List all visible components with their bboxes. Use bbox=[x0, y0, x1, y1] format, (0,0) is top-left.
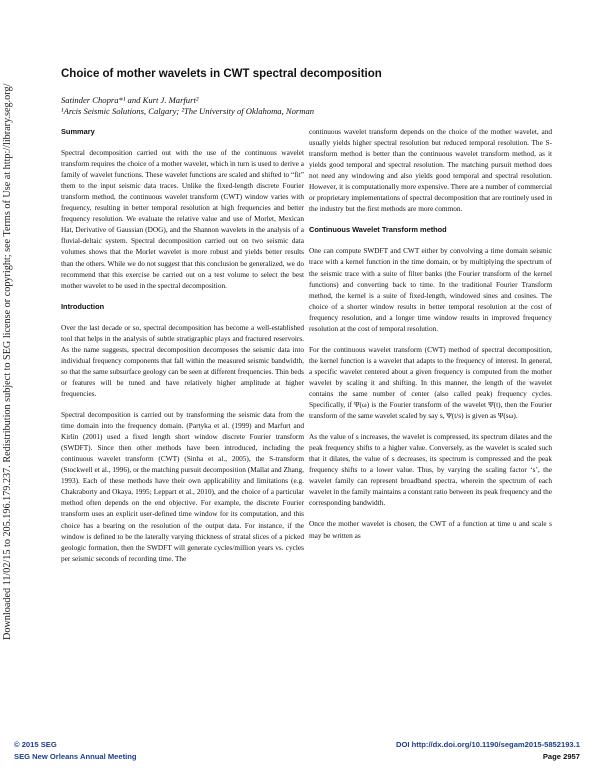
cwt-paragraph-1: One can compute SWDFT and CWT either by convolving a time domain seismic trace with a kernel function in the time domain, or by multiplying the spectrum of the seismic trace with a suite of filter banks (the Fourier transform of the kernel functions) and converting back to time. In the traditional Fourier Transform method, the kernel is a suite of fixed-length, windowed sines and cosines. The choice of a shorter window results in better temporal resolution at the cost of frequency resolution, and a longer time window results in improved frequency resolution at the cost of temporal resolution. bbox=[309, 246, 552, 333]
intro-paragraph-2: Spectral decomposition is carried out by transforming the seismic data from the time domain into the frequency domain. (Partyka et al. (1999) and Marfurt and Kirlin (2001) used a fixed length short window discrete Fourier transform (SWDFT). Since then other methods have been introduced, including the continuous wavelet transform (CWT) (Sinha et al., 2005), the S-transform (Stockwell et al., 1996), or the matching pursuit decomposition (Mallat and Zhang, 1993). Each of these methods have their own applicability and limitations (e.g. Chakraborty and Okaya, 1995; Leppart et al., 2010), and the choice of a particular method often depends on the end objective. For example, the discrete Fourier transform uses an explicit user-defined time window for its computation, and this choice has a bearing on the resolution of the output data. For instance, if the window is defined to be the laterally varying thickness of stratal slices of a picked geologic formation, then the SWDFT will generate cycles/million years vs. cycles per seismic seconds of recording time. The bbox=[61, 410, 304, 563]
footer-meeting: SEG New Orleans Annual Meeting bbox=[14, 752, 137, 761]
cwt-paragraph-2: For the continuous wavelet transform (CWT) method of spectral decomposition, the kernel function is a wavelet that adapts to the frequency of interest. In general, a specific wavelet centered about a given frequency is computed from the mother wavelet by scaling it and shifting. In this manner, the length of the wavelet contains the same number of center (also called peak) frequency cycles. Specifically, if Ψ(ω) is the Fourier transform of the wavelet Ψ(t), then the Fourier transform of the same wavelet scaled by say s, Ψ(t/s) is given as Ψ(sω). bbox=[309, 344, 552, 421]
author-block bbox=[61, 95, 314, 117]
summary-heading: Summary bbox=[61, 127, 95, 136]
right-column bbox=[309, 126, 552, 551]
author-names: Satinder Chopra*¹ and Kurt J. Marfurt² bbox=[61, 95, 199, 105]
footer-page: Page 2957 bbox=[542, 752, 580, 761]
footer-doi[interactable]: DOI http://dx.doi.org/10.1190/segam2015-5852193.1 bbox=[395, 740, 580, 749]
left-column bbox=[61, 126, 304, 574]
intro-paragraph-1: Over the last decade or so, spectral decomposition has become a well-established tool that helps in the analysis of subtle stratigraphic plays and fractured reservoirs. As the name suggests, spectral decomposition decomposes the seismic data into individual frequency components that fall within the measured seismic bandwidth, so that the same subsurface geology can be seen at different frequencies. Thin beds or features will be tuned and have relatively higher amplitude at higher frequencies. bbox=[61, 322, 304, 398]
summary-paragraph: Spectral decomposition carried out with the use of the continuous wavelet transform requires the choice of a mother wavelet, which in turn is used to derive a family of wavelet functions. These wavelet functions are scaled and shifted to “fit” them to the input seismic data traces. Unlike the fixed-length discrete Fourier transform method, the continuous wavelet transform (CWT) window varies with frequency, resulting in better temporal resolution at high frequencies and better frequency resolution. We evaluate the relative value and use of Morlet, Mexican Hat, Derivative of Gaussian (DOG), and the Shannon wavelets in the analysis of a fluvial-deltaic system. Spectral decomposition carried out on two seismic data volumes shows that the Morlet wavelet is more robust and yields better results than the others. While we do not suggest that this conclusion be generalized, we do recommend that this exercise be carried out on a test volume to select the best mother wavelet to be used in the spectral decomposition. bbox=[61, 148, 304, 290]
right-paragraph-1: continuous wavelet transform depends on the choice of the mother wavelet, and usually yields higher spectral resolution but reduced temporal resolution. The S-transform method is better than the continuous wavelet transform method, as it yields good temporal and spectral resolution. The matching pursuit method does not need any windowing and also yields good temporal and spectral resolution. However, it is computationally more expensive. There are a number of commercial or proprietary implementations of spectral decomposition that are routinely used in the industry but the first methods are more common. bbox=[309, 127, 552, 214]
introduction-heading: Introduction bbox=[61, 301, 105, 311]
footer-copyright: © 2015 SEG bbox=[14, 740, 57, 749]
paper-title: Choice of mother wavelets in CWT spectral decomposition bbox=[61, 68, 382, 80]
author-affiliations: ¹Arcis Seismic Solutions, Calgary; ²The University of Oklahoma, Norman bbox=[61, 106, 315, 116]
cwt-heading: Continuous Wavelet Transform method bbox=[309, 225, 447, 235]
download-notice: Downloaded 11/02/15 to 205.196.179.237. Redistribution subject to SEG license or copyright; see Terms of Use at http://library.seg.org/ bbox=[2, 83, 13, 640]
page-footer bbox=[14, 739, 580, 763]
cwt-paragraph-4: Once the mother wavelet is chosen, the CWT of a function at time u and scale s may be written as bbox=[309, 519, 552, 540]
cwt-paragraph-3: As the value of s increases, the wavelet is compressed, its spectrum dilates and the peak frequency shifts to a higher value. Conversely, as the wavelet is scaled such that it dilates, the value of s decreases, its spectrum is compressed and the peak frequency shifts to a lower value. Thus, by varying the scaling factor ‘s’, the wavelet family can represent broadband spectra, wherein the spectrum of each wavelet in the family maintains a constant ratio between its peak frequency and the corresponding bandwidth. bbox=[309, 432, 552, 508]
